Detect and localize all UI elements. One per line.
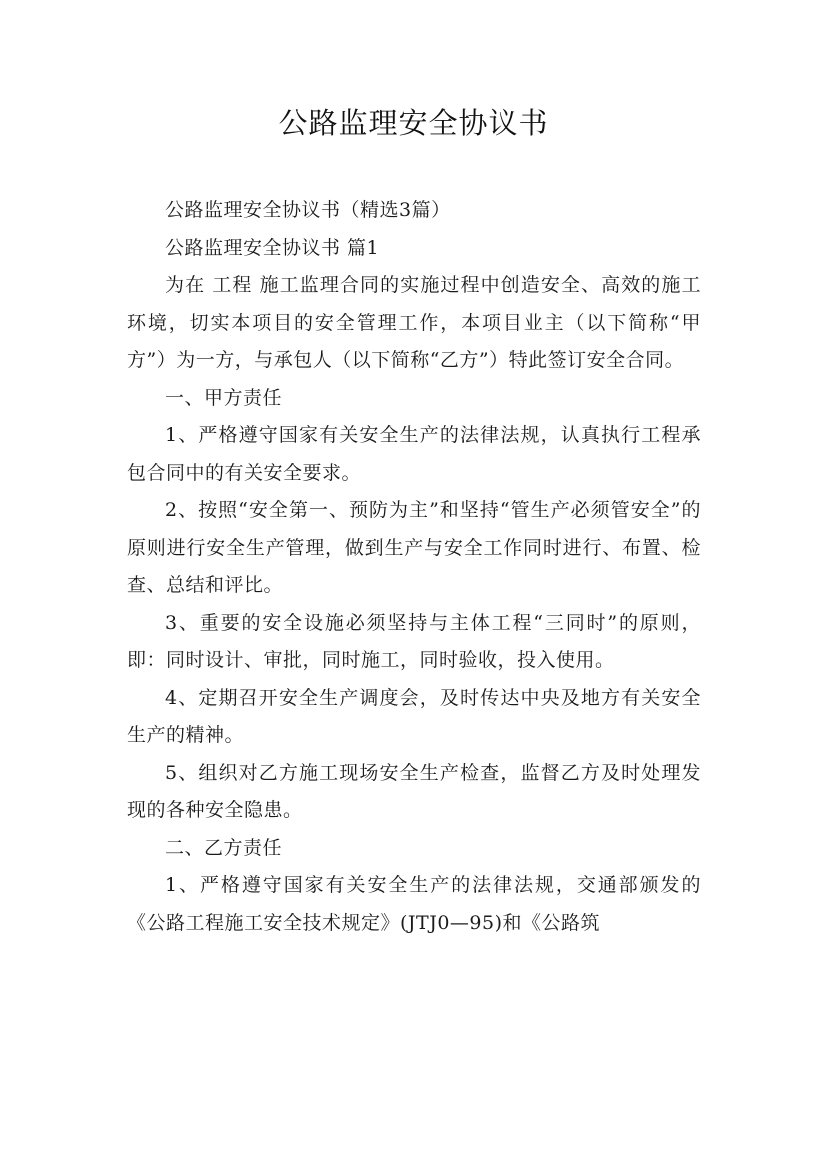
document-body	[127, 192, 701, 942]
heading-party-a-responsibilities: 一、甲方责任	[165, 386, 283, 409]
paragraph-party-a-item-1: 1、严格遵守国家有关安全生产的法律法规，认真执行工程承包合同中的有关安全要求。	[127, 424, 701, 484]
paragraph-subtitle: 公路监理安全协议书（精选3篇）	[165, 199, 451, 221]
paragraph-party-a-item-4: 4、定期召开安全生产调度会，及时传达中央及地方有关安全生产的精神。	[127, 686, 701, 746]
paragraph-party-a-item-2: 2、按照“安全第一、预防为主”和坚持“管生产必须管安全”的原则进行安全生产管理，做到生产与安全工作同时进行、布置、检查、总结和评比。	[127, 499, 701, 596]
paragraph-party-a-item-5: 5、组织对乙方施工现场安全生产检查，监督乙方及时处理发现的各种安全隐患。	[127, 761, 701, 821]
paragraph-intro: 为在 工程 施工监理合同的实施过程中创造安全、高效的施工环境，切实本项目的安全管理工作，本项目业主（以下简称“甲方”）为一方，与承包人（以下简称“乙方”）特此签订安全合同。	[127, 274, 701, 371]
paragraph-party-a-item-3: 3、重要的安全设施必须坚持与主体工程“三同时”的原则，即：同时设计、审批，同时施工，同时验收，投入使用。	[127, 611, 701, 671]
heading-party-b-responsibilities: 二、乙方责任	[165, 836, 283, 859]
paragraph-party-b-item-1: 1、严格遵守国家有关安全生产的法律法规，交通部颁发的《公路工程施工安全技术规定》(JTJ0—95)和《公路筑	[127, 874, 701, 934]
paragraph-section-heading: 公路监理安全协议书 篇1	[165, 236, 380, 259]
document-title: 公路监理安全协议书	[278, 106, 549, 140]
